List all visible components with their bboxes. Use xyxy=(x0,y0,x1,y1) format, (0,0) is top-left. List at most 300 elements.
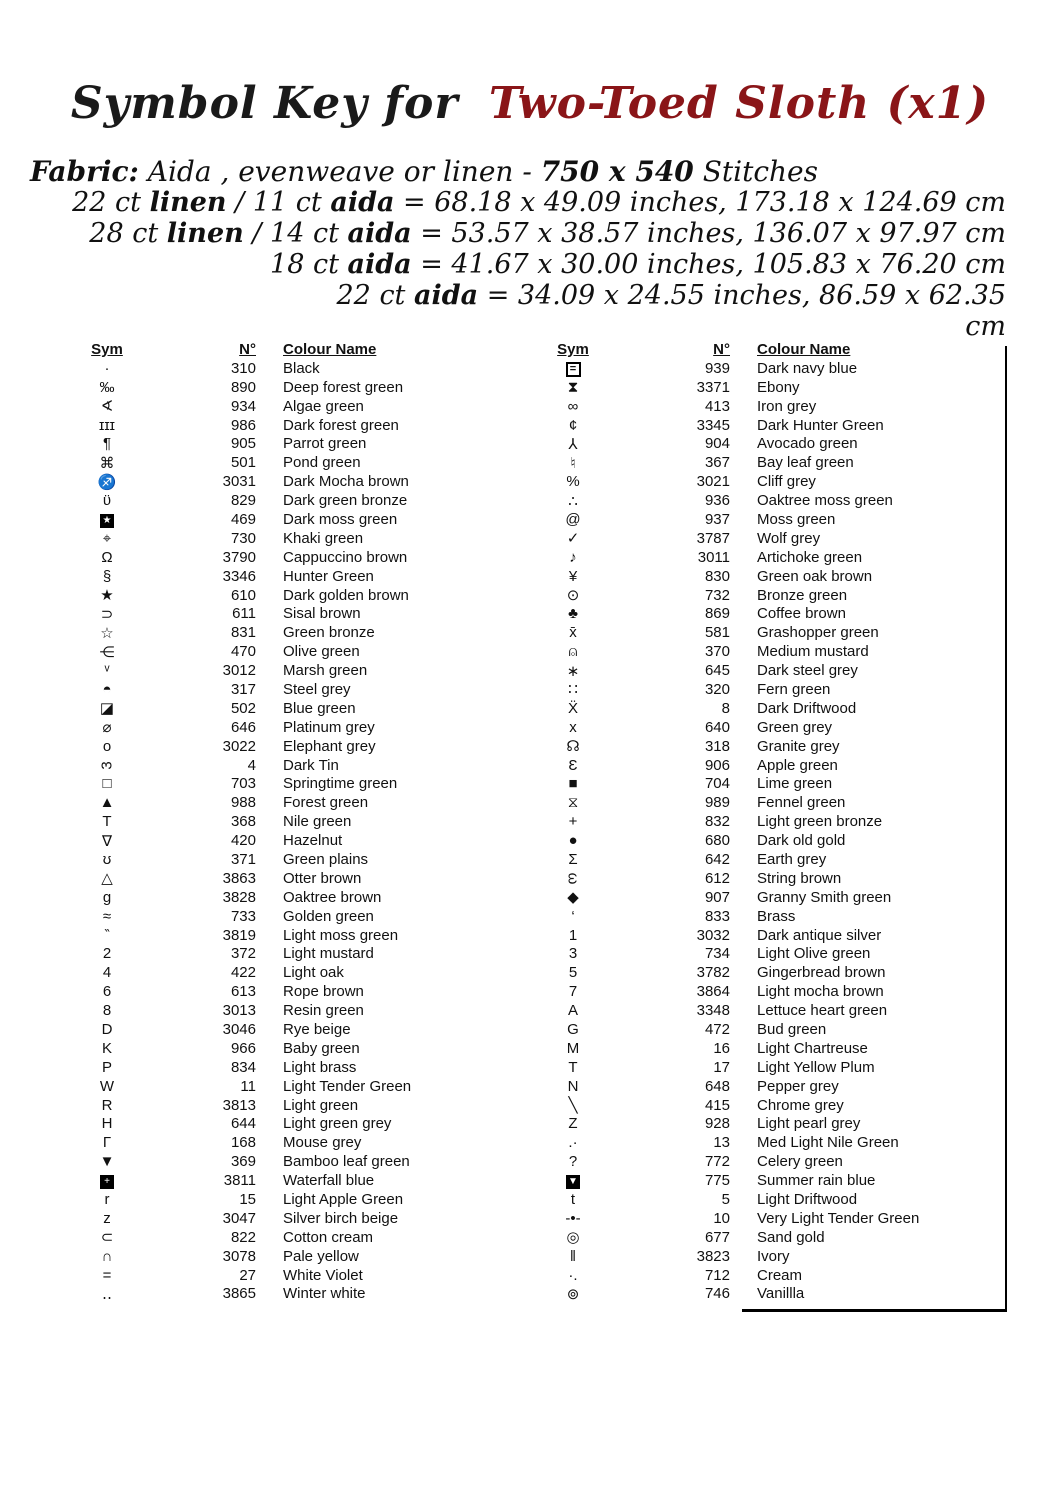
column-header-colour-name: Colour Name xyxy=(757,340,851,358)
fabric-text: cm xyxy=(965,311,1006,342)
table-border-line-horizontal xyxy=(742,1309,1007,1312)
key-row xyxy=(534,926,1010,945)
stitch-symbol: ≈ xyxy=(102,907,112,925)
symbol-cell xyxy=(534,548,612,567)
number-cell: 502 xyxy=(230,699,256,717)
symbol-cell xyxy=(534,1247,612,1266)
stitch-symbol: Ẍ xyxy=(567,699,578,717)
stitch-symbol: ϋ xyxy=(102,492,112,510)
key-row xyxy=(62,472,514,491)
symbol-cell xyxy=(62,416,152,435)
number-cell: 3012 xyxy=(222,662,256,680)
stitch-symbol: ◆ xyxy=(567,889,579,907)
key-row xyxy=(534,1152,1010,1171)
key-row xyxy=(534,945,1010,964)
key-row xyxy=(62,718,514,737)
number-cell: 677 xyxy=(704,1228,730,1246)
stitch-symbol: ✓ xyxy=(566,530,580,548)
colour-name-cell: Med Light Nile Green xyxy=(757,1134,899,1152)
colour-name-cell: Light brass xyxy=(283,1058,357,1076)
symbol-cell xyxy=(62,397,152,416)
colour-name-cell: Dark moss green xyxy=(283,510,398,528)
table-border-line-vertical xyxy=(1005,346,1007,1309)
number-cell: 3371 xyxy=(696,378,730,396)
symbol-cell xyxy=(534,718,612,737)
stitch-symbol: ♣ xyxy=(568,605,578,623)
stitch-symbol: ★ xyxy=(100,514,114,528)
key-row xyxy=(534,623,1010,642)
colour-name-cell: Golden green xyxy=(283,907,374,925)
symbol-cell xyxy=(534,359,612,378)
number-cell: 320 xyxy=(704,680,730,698)
colour-name-cell: Moss green xyxy=(757,510,836,528)
key-row xyxy=(534,586,1010,605)
stitch-symbol: ╲ xyxy=(568,1097,578,1115)
key-row xyxy=(534,397,1010,416)
key-row xyxy=(534,869,1010,888)
colour-name-cell: Fern green xyxy=(757,680,831,698)
symbol-cell xyxy=(534,699,612,718)
key-row xyxy=(62,1285,514,1304)
key-row xyxy=(62,623,514,642)
key-row xyxy=(534,604,1010,623)
number-cell: 310 xyxy=(230,359,256,377)
colour-name-cell: Light Olive green xyxy=(757,945,871,963)
stitch-symbol: ⅄ xyxy=(568,435,578,453)
number-cell: 581 xyxy=(704,624,730,642)
symbol-cell xyxy=(62,812,152,831)
stitch-symbol: 4 xyxy=(102,964,112,982)
number-cell: 733 xyxy=(230,907,256,925)
symbol-cell xyxy=(62,529,152,548)
symbol-cell xyxy=(534,982,612,1001)
colour-name-cell: Pond green xyxy=(283,454,361,472)
fabric-text: 18 ct xyxy=(270,249,348,280)
stitch-symbol: Т xyxy=(102,813,112,831)
symbol-cell xyxy=(534,491,612,510)
number-cell: 11 xyxy=(240,1077,256,1095)
colour-name-cell: Light mocha brown xyxy=(757,983,884,1001)
column-header-number: N° xyxy=(239,340,256,358)
number-cell: 415 xyxy=(704,1096,730,1114)
key-row xyxy=(62,869,514,888)
stitch-symbol: -•- xyxy=(565,1209,581,1227)
number-cell: 3032 xyxy=(696,926,730,944)
stitch-symbol: ɪɪɪ xyxy=(98,416,116,434)
key-row xyxy=(62,1115,514,1134)
stitch-symbol: o xyxy=(102,737,112,755)
symbol-cell xyxy=(62,604,152,623)
key-row xyxy=(534,1209,1010,1228)
stitch-symbol: △ xyxy=(101,870,113,888)
colour-name-cell: Pepper grey xyxy=(757,1077,839,1095)
stitch-symbol: ☆ xyxy=(100,624,114,642)
stitch-symbol: ∴ xyxy=(568,492,578,510)
symbol-cell xyxy=(62,661,152,680)
header-row xyxy=(534,340,1010,359)
symbol-cell xyxy=(534,453,612,472)
key-row xyxy=(62,529,514,548)
colour-name-cell: Ivory xyxy=(757,1247,790,1265)
symbol-cell xyxy=(62,888,152,907)
colour-name-cell: Wolf grey xyxy=(757,529,821,547)
stitch-symbol: @ xyxy=(565,510,581,528)
number-cell: 3021 xyxy=(696,473,730,491)
number-cell: 746 xyxy=(704,1285,730,1303)
symbol-cell xyxy=(62,1285,152,1304)
stitch-symbol: ‖ xyxy=(569,1247,577,1265)
number-cell: 906 xyxy=(704,756,730,774)
stitch-symbol: T xyxy=(568,1058,578,1076)
stitch-symbol: § xyxy=(102,567,112,585)
number-cell: 3787 xyxy=(696,529,730,547)
stitch-symbol: ·. xyxy=(568,1266,578,1284)
key-row xyxy=(534,812,1010,831)
number-cell: 833 xyxy=(704,907,730,925)
number-cell: 905 xyxy=(230,435,256,453)
key-row xyxy=(62,1133,514,1152)
symbol-cell xyxy=(534,1171,612,1190)
number-cell: 3782 xyxy=(696,964,730,982)
colour-name-cell: Gingerbread brown xyxy=(757,964,886,982)
number-cell: 730 xyxy=(230,529,256,547)
colour-name-cell: Light Driftwood xyxy=(757,1191,858,1209)
number-cell: 645 xyxy=(704,662,730,680)
number-cell: 704 xyxy=(704,775,730,793)
number-cell: 3022 xyxy=(222,737,256,755)
number-cell: 10 xyxy=(713,1209,730,1227)
number-cell: 829 xyxy=(230,492,256,510)
symbol-cell xyxy=(62,434,152,453)
number-cell: 904 xyxy=(704,435,730,453)
stitch-symbol: ¢ xyxy=(568,416,578,434)
colour-name-cell: Light green bronze xyxy=(757,813,883,831)
fabric-line xyxy=(30,218,1006,249)
stitch-symbol: 5 xyxy=(568,964,578,982)
colour-name-cell: Pale yellow xyxy=(283,1247,359,1265)
number-cell: 772 xyxy=(704,1153,730,1171)
stitch-symbol: ? xyxy=(568,1153,578,1171)
symbol-cell xyxy=(534,945,612,964)
fabric-text: = 53.57 x 38.57 inches, 136.07 x 97.97 cm xyxy=(411,218,1006,249)
key-row xyxy=(62,434,514,453)
stitch-symbol: 1 xyxy=(568,926,578,944)
colour-name-cell: String brown xyxy=(757,869,842,887)
colour-name-cell: Rye beige xyxy=(283,1021,351,1038)
number-cell: 469 xyxy=(230,510,256,528)
stitch-symbol: ⌘ xyxy=(99,454,115,472)
number-cell: 3790 xyxy=(222,548,256,566)
stitch-symbol: r xyxy=(104,1191,110,1209)
key-row xyxy=(534,1001,1010,1020)
symbol-cell xyxy=(62,1247,152,1266)
colour-name-cell: Silver birch beige xyxy=(283,1209,399,1227)
column-header-number: N° xyxy=(713,340,730,358)
colour-name-cell: Dark forest green xyxy=(283,416,399,434)
number-cell: 501 xyxy=(230,454,256,472)
symbol-cell xyxy=(534,1020,612,1039)
number-cell: 610 xyxy=(230,586,256,604)
colour-name-cell: Dark Mocha brown xyxy=(283,473,409,491)
key-row xyxy=(534,416,1010,435)
key-row xyxy=(534,1115,1010,1134)
colour-name-cell: Parrot green xyxy=(283,435,367,453)
key-row xyxy=(534,359,1010,378)
number-cell: 3811 xyxy=(223,1172,256,1190)
key-row xyxy=(534,831,1010,850)
key-row xyxy=(62,680,514,699)
symbol-cell xyxy=(534,1209,612,1228)
stitch-symbol: ★ xyxy=(100,587,114,605)
number-cell: 822 xyxy=(230,1228,256,1246)
number-cell: 3865 xyxy=(222,1285,256,1303)
number-cell: 3046 xyxy=(222,1021,256,1038)
stitch-symbol: ♐ xyxy=(97,473,117,491)
colour-name-cell: Sand gold xyxy=(757,1228,825,1246)
fabric-text: 22 ct xyxy=(72,187,150,218)
key-row xyxy=(62,756,514,775)
key-row xyxy=(62,945,514,964)
key-row xyxy=(534,529,1010,548)
symbol-cell xyxy=(534,642,612,661)
key-row xyxy=(534,680,1010,699)
key-row xyxy=(62,416,514,435)
number-cell: 168 xyxy=(230,1134,256,1152)
key-row xyxy=(62,812,514,831)
colour-name-cell: Bamboo leaf green xyxy=(283,1153,410,1171)
number-cell: 642 xyxy=(704,850,730,868)
symbol-cell xyxy=(62,1077,152,1096)
symbol-cell xyxy=(62,1228,152,1247)
stitch-symbol: ▼ xyxy=(566,1175,580,1189)
key-row xyxy=(62,642,514,661)
symbol-cell xyxy=(534,416,612,435)
key-row xyxy=(62,699,514,718)
fabric-text: = 41.67 x 30.00 inches, 105.83 x 76.20 cm xyxy=(411,249,1006,280)
key-row xyxy=(534,737,1010,756)
symbol-cell xyxy=(62,982,152,1001)
stitch-symbol: ☊ xyxy=(566,738,580,756)
key-row xyxy=(62,397,514,416)
fabric-text: = 68.18 x 49.09 inches, 173.18 x 124.69 cm xyxy=(394,187,1006,218)
key-row xyxy=(62,774,514,793)
symbol-cell xyxy=(62,586,152,605)
stitch-symbol: Ɛ xyxy=(568,756,578,774)
symbol-key-table-right xyxy=(534,340,1010,1303)
key-row xyxy=(62,1190,514,1209)
stitch-symbol: ⊃ xyxy=(100,605,114,623)
stitch-symbol: ¥ xyxy=(568,567,578,585)
symbol-cell xyxy=(62,1152,152,1171)
colour-name-cell: Avocado green xyxy=(757,435,858,453)
stitch-symbol: ω xyxy=(564,872,582,885)
symbol-cell xyxy=(534,812,612,831)
key-row xyxy=(534,1133,1010,1152)
symbol-cell xyxy=(534,397,612,416)
stitch-symbol: ⋲ xyxy=(99,643,115,661)
symbol-cell xyxy=(534,793,612,812)
colour-name-cell: Winter white xyxy=(283,1285,366,1303)
key-row xyxy=(62,661,514,680)
fabric-text: / 14 ct xyxy=(243,218,348,249)
colour-name-cell: Light Chartreuse xyxy=(757,1039,868,1057)
colour-name-cell: Cappuccino brown xyxy=(283,548,408,566)
number-cell: 712 xyxy=(704,1266,730,1284)
symbol-cell xyxy=(534,567,612,586)
key-row xyxy=(534,756,1010,775)
column-header-colour-name: Colour Name xyxy=(283,340,377,358)
symbol-cell xyxy=(62,1115,152,1134)
colour-name-cell: Black xyxy=(283,359,320,377)
number-cell: 734 xyxy=(704,945,730,963)
stitch-symbol: P xyxy=(101,1058,112,1076)
number-cell: 3819 xyxy=(222,926,256,944)
key-row xyxy=(62,1039,514,1058)
colour-name-cell: Vanillla xyxy=(757,1285,805,1303)
column-header-sym: Sym xyxy=(557,340,589,358)
number-cell: 369 xyxy=(230,1153,256,1171)
stitch-symbol: ʊ xyxy=(102,850,112,868)
number-cell: 3345 xyxy=(696,416,730,434)
colour-name-cell: Celery green xyxy=(757,1153,843,1171)
colour-name-cell: Rope brown xyxy=(283,983,364,1001)
key-row xyxy=(534,1285,1010,1304)
stitch-symbol: ⧗ xyxy=(567,378,579,396)
stitch-symbol: ∢ xyxy=(100,398,114,416)
colour-name-cell: Baby green xyxy=(283,1039,360,1057)
colour-name-cell: Bud green xyxy=(757,1021,827,1038)
number-cell: 907 xyxy=(704,888,730,906)
stitch-symbol: · xyxy=(104,359,110,377)
colour-name-cell: Platinum grey xyxy=(283,718,375,736)
header-row xyxy=(62,340,514,359)
fabric-line xyxy=(30,311,1006,342)
colour-name-cell: Nile green xyxy=(283,813,352,831)
key-row xyxy=(534,774,1010,793)
key-row xyxy=(62,1096,514,1115)
stitch-symbol: g xyxy=(102,888,112,906)
key-row xyxy=(62,567,514,586)
symbol-cell xyxy=(534,1039,612,1058)
symbol-cell xyxy=(534,529,612,548)
key-row xyxy=(62,453,514,472)
stitch-symbol: ∷ xyxy=(568,681,578,699)
number-cell: 4 xyxy=(247,756,256,774)
key-row xyxy=(62,850,514,869)
stitch-symbol: ♮ xyxy=(570,454,576,472)
colour-name-cell: Green bronze xyxy=(283,624,375,642)
colour-name-cell: Dark old gold xyxy=(757,832,846,850)
colour-name-cell: Deep forest green xyxy=(283,378,404,396)
key-row xyxy=(534,1190,1010,1209)
number-cell: 368 xyxy=(230,813,256,831)
fabric-text: aida xyxy=(347,249,412,280)
stitch-symbol: W xyxy=(99,1077,115,1095)
colour-name-cell: Green oak brown xyxy=(757,567,873,585)
key-row xyxy=(62,1266,514,1285)
number-cell: 3348 xyxy=(696,1002,730,1020)
symbol-key-table-left xyxy=(62,340,514,1303)
key-row xyxy=(62,982,514,1001)
stitch-symbol: = xyxy=(566,362,581,377)
key-row xyxy=(534,491,1010,510)
symbol-cell xyxy=(534,1096,612,1115)
title-pattern-name: Two-Toed Sloth (x1) xyxy=(488,78,990,129)
symbol-cell xyxy=(534,888,612,907)
colour-name-cell: Cream xyxy=(757,1266,803,1284)
stitch-symbol: ⍝ xyxy=(568,643,578,661)
key-row xyxy=(62,491,514,510)
number-cell: 370 xyxy=(704,643,730,661)
number-cell: 318 xyxy=(704,737,730,755)
stitch-symbol: ‰ xyxy=(99,378,115,396)
number-cell: 834 xyxy=(230,1058,256,1076)
key-row xyxy=(534,510,1010,529)
stitch-symbol: ∩ xyxy=(101,1247,113,1265)
number-cell: 646 xyxy=(230,718,256,736)
symbol-cell xyxy=(534,680,612,699)
symbol-cell xyxy=(62,1133,152,1152)
stitch-symbol: x̄ xyxy=(569,624,577,642)
stitch-symbol: ■ xyxy=(568,775,578,793)
stitch-symbol: ⊙ xyxy=(566,587,580,605)
symbol-cell xyxy=(62,1209,152,1228)
symbol-cell xyxy=(62,1190,152,1209)
colour-name-cell: Sisal brown xyxy=(283,605,361,623)
symbol-cell xyxy=(534,1058,612,1077)
key-row xyxy=(534,1058,1010,1077)
symbol-cell xyxy=(534,1285,612,1304)
number-cell: 3813 xyxy=(222,1096,256,1114)
colour-name-cell: Steel grey xyxy=(283,680,351,698)
colour-name-cell: Artichoke green xyxy=(757,548,863,566)
stitch-symbol: + xyxy=(100,1175,114,1189)
colour-name-cell: Dark Tin xyxy=(283,756,339,774)
symbol-cell xyxy=(62,359,152,378)
number-cell: 16 xyxy=(713,1039,730,1057)
stitch-symbol: G xyxy=(567,1021,579,1038)
key-row xyxy=(62,1228,514,1247)
page-title xyxy=(0,78,1060,129)
stitch-symbol: 7 xyxy=(568,983,578,1001)
symbol-cell xyxy=(534,831,612,850)
stitch-symbol: R xyxy=(101,1096,113,1114)
colour-name-cell: Springtime green xyxy=(283,775,398,793)
number-cell: 644 xyxy=(230,1115,256,1133)
colour-name-cell: Elephant grey xyxy=(283,737,376,755)
symbol-cell xyxy=(62,491,152,510)
number-cell: 937 xyxy=(704,510,730,528)
symbol-cell xyxy=(62,737,152,756)
symbol-cell xyxy=(534,1228,612,1247)
symbol-cell xyxy=(534,661,612,680)
symbol-cell xyxy=(534,774,612,793)
symbol-cell xyxy=(62,567,152,586)
colour-name-cell: Coffee brown xyxy=(757,605,846,623)
colour-name-cell: Algae green xyxy=(283,397,364,415)
number-cell: 3013 xyxy=(222,1002,256,1020)
stitch-symbol: Γ xyxy=(102,1134,112,1152)
colour-name-cell: Blue green xyxy=(283,699,356,717)
key-row xyxy=(534,434,1010,453)
number-cell: 830 xyxy=(704,567,730,585)
fabric-text: 750 x 540 xyxy=(540,155,694,188)
colour-name-cell: Dark Hunter Green xyxy=(757,416,884,434)
symbol-cell xyxy=(534,1152,612,1171)
number-cell: 3863 xyxy=(222,869,256,887)
colour-name-cell: Light Yellow Plum xyxy=(757,1058,875,1076)
colour-name-cell: Dark Driftwood xyxy=(757,699,857,717)
